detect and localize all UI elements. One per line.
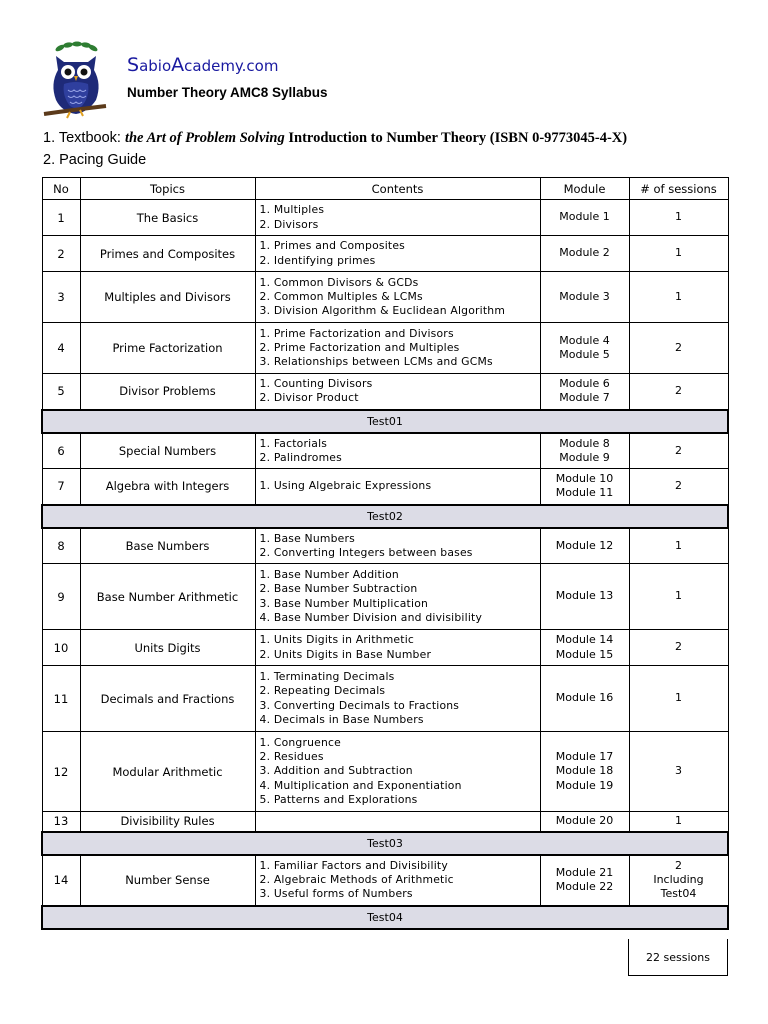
module-item: Module 5: [559, 348, 610, 361]
row-number: 8: [42, 528, 80, 564]
row-number: 9: [42, 564, 80, 630]
session-item: 1: [675, 289, 682, 303]
header-no: No: [42, 178, 80, 200]
row-topic: Base Numbers: [80, 528, 255, 564]
content-item: 2. Palindromes: [259, 450, 342, 464]
table-row: [42, 374, 728, 410]
row-number: 1: [42, 200, 80, 236]
row-modules: [540, 630, 629, 666]
row-topic: The Basics: [80, 200, 255, 236]
session-item: 1: [675, 538, 682, 552]
row-number: 4: [42, 323, 80, 374]
row-number: 14: [42, 855, 80, 906]
row-number: 7: [42, 469, 80, 505]
content-item: 3. Base Number Multiplication: [259, 596, 429, 610]
row-sessions: [629, 732, 728, 812]
header-sessions: # of sessions: [629, 178, 728, 200]
row-topic: Number Sense: [80, 855, 255, 906]
module-item: Module 13: [555, 589, 614, 603]
module-item: Module 6: [559, 377, 610, 391]
textbook-line: 1. Textbook: the Art of Problem Solving Introduction to Number Theory (ISBN 0-9773045-4-X): [43, 130, 628, 146]
content-item: 2. Divisor Product: [259, 391, 359, 405]
content-item: 1. Congruence: [259, 735, 342, 749]
module-item: Module 4: [559, 333, 610, 347]
row-number: 6: [42, 433, 80, 469]
session-item: 1: [675, 210, 682, 224]
row-modules: [540, 855, 629, 906]
module-item: Module 22: [555, 880, 614, 893]
module-item: Module 15: [555, 647, 614, 661]
table-row: [42, 433, 728, 469]
row-modules: [540, 323, 629, 374]
row-sessions: [629, 469, 728, 505]
row-number: 3: [42, 272, 80, 323]
table-header-row: [42, 178, 728, 200]
row-number: 12: [42, 732, 80, 812]
header-topics: Topics: [80, 178, 255, 200]
table-row: [42, 666, 728, 732]
module-item: Module 17: [555, 750, 614, 764]
content-item: 1. Primes and Composites: [259, 239, 406, 253]
content-item: 2. Divisors: [259, 217, 319, 231]
brand-name: SabioAcademy.com: [127, 54, 279, 76]
module-item: Module 2: [559, 246, 610, 260]
session-item: Test04: [660, 887, 697, 901]
syllabus-table: [41, 177, 729, 930]
content-item: 5. Patterns and Explorations: [259, 792, 418, 806]
row-contents: [255, 323, 540, 374]
row-modules: [540, 732, 629, 812]
row-topic: Modular Arithmetic: [80, 732, 255, 812]
content-item: 2. Common Multiples & LCMs: [259, 289, 423, 303]
module-item: Module 16: [555, 691, 614, 705]
test-row: [42, 410, 728, 433]
row-number: 2: [42, 236, 80, 272]
row-contents: [255, 528, 540, 564]
content-item: 1. Prime Factorization and Divisors: [259, 326, 454, 340]
header-module: Module: [540, 178, 629, 200]
session-item: 1: [675, 814, 682, 828]
row-modules: [540, 666, 629, 732]
module-item: Module 14: [555, 633, 614, 647]
row-sessions: [629, 272, 728, 323]
table-row: [42, 812, 728, 832]
content-item: 4. Base Number Division and divisibility: [259, 610, 483, 624]
content-item: 3. Useful forms of Numbers: [259, 887, 413, 901]
module-item: Module 3: [559, 289, 610, 303]
row-contents: [255, 666, 540, 732]
row-sessions: [629, 812, 728, 832]
module-item: Module 20: [555, 814, 614, 828]
test-row: [42, 832, 728, 855]
row-contents: [255, 433, 540, 469]
module-item: Module 11: [555, 486, 614, 500]
row-topic: Multiples and Divisors: [80, 272, 255, 323]
row-sessions: [629, 630, 728, 666]
module-item: Module 21: [555, 865, 614, 879]
test-label: Test01: [42, 410, 728, 433]
row-number: 13: [42, 812, 80, 832]
test-row: [42, 505, 728, 528]
row-contents: [255, 855, 540, 906]
row-modules: [540, 528, 629, 564]
module-item: Module 8: [559, 436, 610, 450]
row-topic: Algebra with Integers: [80, 469, 255, 505]
content-item: 3. Addition and Subtraction: [259, 764, 413, 778]
total-sessions: 22 sessions: [628, 939, 728, 976]
test-row: [42, 906, 728, 929]
pacing-guide-heading: 2. Pacing Guide: [43, 152, 147, 168]
textbook-title: the Art of Problem Solving: [124, 130, 285, 146]
row-sessions: [629, 323, 728, 374]
row-topic: Units Digits: [80, 630, 255, 666]
row-contents: [255, 200, 540, 236]
content-item: 2. Units Digits in Base Number: [259, 647, 432, 661]
row-topic: Decimals and Fractions: [80, 666, 255, 732]
content-item: 1. Units Digits in Arithmetic: [259, 633, 415, 647]
content-item: 2. Residues: [259, 750, 324, 764]
session-item: 2: [675, 340, 682, 354]
session-item: 1: [675, 691, 682, 705]
content-item: 3. Relationships between LCMs and GCMs: [259, 355, 493, 369]
content-item: 3. Division Algorithm & Euclidean Algorithm: [259, 304, 506, 318]
content-item: 2. Converting Integers between bases: [259, 545, 473, 559]
table-row: [42, 272, 728, 323]
content-item: 1. Using Algebraic Expressions: [259, 479, 432, 493]
table-row: [42, 236, 728, 272]
row-sessions: [629, 528, 728, 564]
content-item: 3. Converting Decimals to Fractions: [259, 698, 460, 712]
row-topic: Special Numbers: [80, 433, 255, 469]
session-item: 2: [675, 640, 682, 654]
module-item: Module 19: [555, 778, 614, 792]
row-modules: [540, 469, 629, 505]
row-contents: [255, 732, 540, 812]
session-item: 1: [675, 589, 682, 603]
module-item: Module 9: [559, 450, 610, 464]
content-item: 2. Repeating Decimals: [259, 684, 386, 698]
row-topic: Primes and Composites: [80, 236, 255, 272]
table-row: [42, 323, 728, 374]
row-contents: [255, 272, 540, 323]
content-item: 1. Base Numbers: [259, 531, 355, 545]
row-contents: [255, 564, 540, 630]
content-item: 2. Identifying primes: [259, 253, 376, 267]
session-item: 2: [675, 384, 682, 398]
test-label: Test02: [42, 505, 728, 528]
content-item: 1. Counting Divisors: [259, 377, 373, 391]
table-row: [42, 469, 728, 505]
row-modules: [540, 812, 629, 832]
test-label: Test04: [42, 906, 728, 929]
content-item: 1. Common Divisors & GCDs: [259, 275, 419, 289]
row-sessions: [629, 433, 728, 469]
table-row: [42, 855, 728, 906]
content-item: 1. Terminating Decimals: [259, 670, 395, 684]
owl-logo-icon: [42, 40, 108, 124]
content-item: 4. Multiplication and Exponentiation: [259, 778, 462, 792]
test-label: Test03: [42, 832, 728, 855]
session-item: 1: [675, 246, 682, 260]
row-contents: [255, 236, 540, 272]
document-title: Number Theory AMC8 Syllabus: [127, 85, 328, 100]
content-item: 1. Factorials: [259, 436, 328, 450]
row-topic: Prime Factorization: [80, 323, 255, 374]
row-sessions: [629, 564, 728, 630]
row-modules: [540, 200, 629, 236]
table-row: [42, 564, 728, 630]
row-modules: [540, 564, 629, 630]
module-item: Module 7: [559, 391, 610, 405]
row-sessions: [629, 666, 728, 732]
table-row: [42, 732, 728, 812]
content-item: 1. Base Number Addition: [259, 568, 399, 582]
session-item: 2: [675, 443, 682, 457]
row-topic: Divisibility Rules: [80, 812, 255, 832]
content-item: 2. Algebraic Methods of Arithmetic: [259, 872, 454, 886]
row-sessions: [629, 374, 728, 410]
row-modules: [540, 374, 629, 410]
row-contents: [255, 812, 540, 832]
content-item: 2. Base Number Subtraction: [259, 582, 418, 596]
session-item: 2: [675, 858, 682, 872]
row-modules: [540, 272, 629, 323]
row-contents: [255, 630, 540, 666]
table-row: [42, 630, 728, 666]
table-row: [42, 528, 728, 564]
table-row: [42, 200, 728, 236]
session-item: Including: [653, 872, 704, 886]
row-number: 11: [42, 666, 80, 732]
row-topic: Base Number Arithmetic: [80, 564, 255, 630]
module-item: Module 12: [555, 538, 614, 552]
row-contents: [255, 469, 540, 505]
row-modules: [540, 236, 629, 272]
row-sessions: [629, 200, 728, 236]
row-number: 5: [42, 374, 80, 410]
row-modules: [540, 433, 629, 469]
row-sessions: [629, 855, 728, 906]
content-item: 1. Familiar Factors and Divisibility: [259, 858, 448, 872]
header-contents: Contents: [255, 178, 540, 200]
row-number: 10: [42, 630, 80, 666]
row-contents: [255, 374, 540, 410]
module-item: Module 1: [559, 210, 610, 224]
session-item: 2: [675, 479, 682, 493]
row-sessions: [629, 236, 728, 272]
content-item: 1. Multiples: [259, 203, 325, 217]
module-item: Module 10: [555, 472, 614, 486]
content-item: 2. Prime Factorization and Multiples: [259, 340, 460, 354]
module-item: Module 18: [555, 764, 614, 778]
content-item: 4. Decimals in Base Numbers: [259, 712, 424, 726]
session-item: 3: [675, 764, 682, 778]
row-topic: Divisor Problems: [80, 374, 255, 410]
